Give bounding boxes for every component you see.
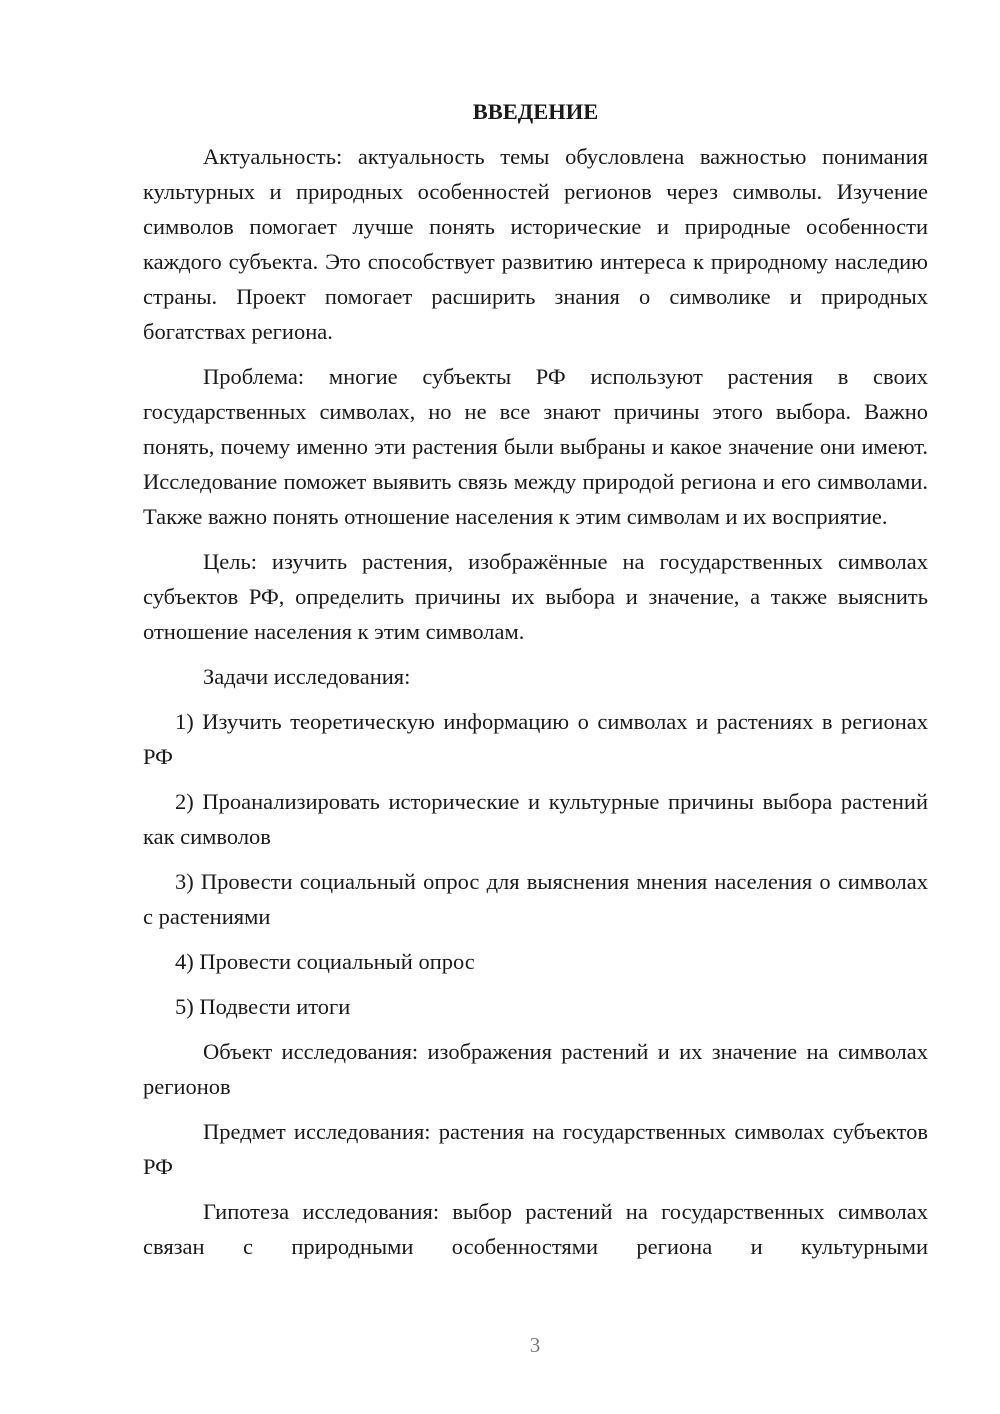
task-item-2: 2) Проанализировать исторические и культурные причины выбора растений как символов: [143, 789, 928, 849]
paragraph-subject: Предмет исследования: растения на государственных символах субъектов РФ: [143, 1119, 928, 1179]
page-title: ВВЕДЕНИЕ: [472, 99, 599, 124]
page-number: 3: [529, 1333, 541, 1357]
paragraph-tasks-heading: Задачи исследования:: [203, 664, 411, 689]
task-item-5: 5) Подвести итоги: [175, 994, 351, 1019]
document-page: [143, 94, 928, 1264]
paragraph-problem: Проблема: многие субъекты РФ используют растения в своих государственных символах, но не все знают причины этого выбора. Важно понять, почему именно эти растения были выбраны и какое значение они имеют. Исследование поможет выявить связь между природой региона и его символами. Также важно понять отношение населения к этим символам и их восприятие.: [143, 364, 928, 529]
task-item-1: 1) Изучить теоретическую информацию о символах и растениях в регионах РФ: [143, 709, 928, 769]
paragraph-hypothesis: Гипотеза исследования: выбор растений на государственных символах связан с природными особенностями региона и культурными: [143, 1199, 928, 1259]
paragraph-relevance: Актуальность: актуальность темы обусловлена важностью понимания культурных и природных особенностей регионов через символы. Изучение символов помогает лучше понять исторические и природные особенности каждого субъекта. Это способствует развитию интереса к природному наследию страны. Проект помогает расширить знания о символике и природных богатствах региона.: [143, 144, 928, 344]
paragraph-object: Объект исследования: изображения растений и их значение на символах регионов: [143, 1039, 928, 1099]
paragraph-goal: Цель: изучить растения, изображённые на государственных символах субъектов РФ, определить причины их выбора и значение, а также выяснить отношение населения к этим символам.: [143, 549, 928, 644]
task-item-3: 3) Провести социальный опрос для выяснения мнения населения о символах с растениями: [143, 869, 928, 929]
task-item-4: 4) Провести социальный опрос: [175, 949, 475, 974]
